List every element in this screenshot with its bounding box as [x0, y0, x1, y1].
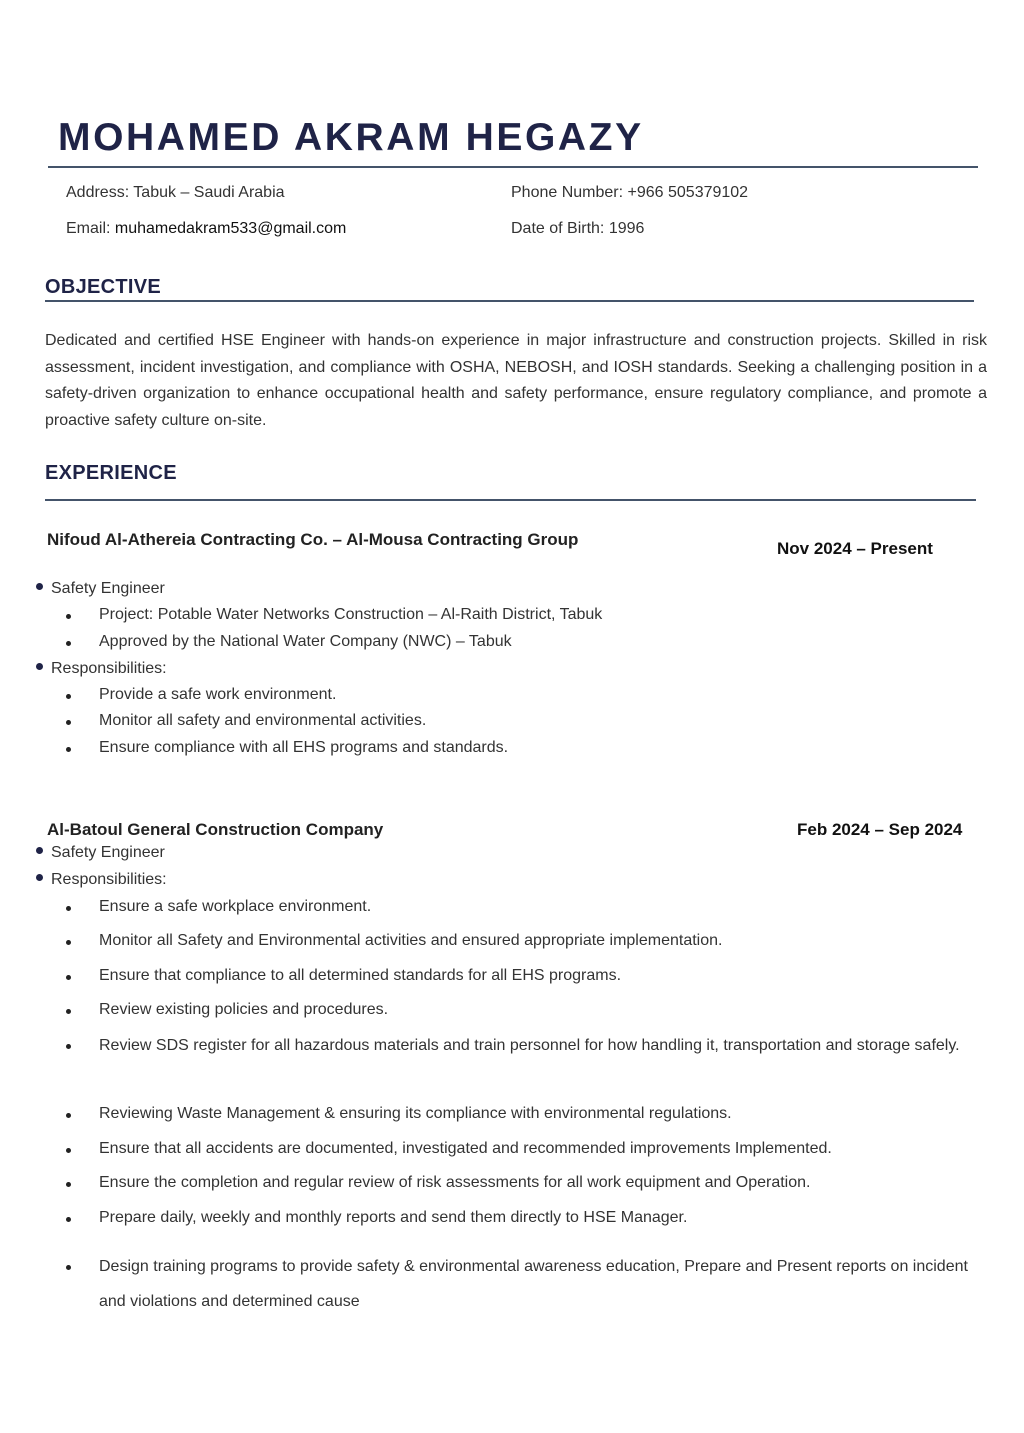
bullet-icon: [66, 641, 71, 646]
bullet-icon: [66, 1148, 71, 1153]
bullet-icon: [36, 663, 43, 670]
date-of-birth: Date of Birth: 1996: [511, 220, 645, 237]
email: [66, 220, 346, 238]
list-item: Ensure compliance with all EHS programs and standards.: [66, 739, 981, 757]
list-item: Ensure that compliance to all determined standards for all EHS programs.: [66, 967, 981, 985]
list-item: Review SDS register for all hazardous materials and train personnel for how handling it, transportation and storage safely.: [66, 1028, 981, 1063]
list-item: Design training programs to provide safety & environmental awareness education, Prepare and Present reports on incident and violations and determined cause: [66, 1249, 981, 1319]
bullet-icon: [66, 1182, 71, 1187]
list-item: Ensure a safe workplace environment.: [66, 898, 981, 916]
bullet-icon: [66, 1265, 71, 1270]
bullet-icon: [66, 1113, 71, 1118]
responsibilities-label: Responsibilities:: [36, 871, 167, 889]
address: Address: Tabuk – Saudi Arabia: [66, 184, 285, 201]
bullet-icon: [66, 614, 71, 619]
objective-divider: [45, 300, 974, 302]
list-item: Ensure the completion and regular review of risk assessments for all work equipment and Operation.: [66, 1174, 981, 1192]
bullet-icon: [66, 747, 71, 752]
bullet-icon: [36, 847, 43, 854]
experience-divider: [45, 499, 976, 501]
job-role: Safety Engineer: [36, 580, 165, 598]
job-dates: Feb 2024 – Sep 2024: [797, 820, 963, 839]
bullet-icon: [66, 1217, 71, 1222]
bullet-icon: [36, 583, 43, 590]
bullet-icon: [66, 1044, 71, 1049]
email-label: Email:: [66, 220, 115, 237]
bullet-icon: [66, 906, 71, 911]
list-item: Ensure that all accidents are documented, investigated and recommended improvements Implemented.: [66, 1140, 981, 1158]
job-company: Al-Batoul General Construction Company: [47, 820, 384, 839]
responsibilities-label: Responsibilities:: [36, 660, 167, 678]
list-item: Provide a safe work environment.: [66, 686, 981, 704]
candidate-name: MOHAMED AKRAM HEGAZY: [58, 116, 644, 159]
phone-number: Phone Number: +966 505379102: [511, 184, 749, 201]
job-dates: Nov 2024 – Present: [777, 539, 933, 558]
bullet-icon: [66, 975, 71, 980]
bullet-icon: [66, 720, 71, 725]
list-item: Monitor all Safety and Environmental activities and ensured appropriate implementation.: [66, 932, 981, 950]
bullet-icon: [66, 940, 71, 945]
list-item: Review existing policies and procedures.: [66, 1001, 981, 1019]
email-address[interactable]: muhamedakram533@gmail.com: [114, 220, 347, 237]
list-item: Monitor all safety and environmental activities.: [66, 712, 981, 730]
list-item: Approved by the National Water Company (NWC) – Tabuk: [66, 633, 981, 651]
experience-heading: EXPERIENCE: [45, 462, 177, 484]
bullet-icon: [66, 694, 71, 699]
bullet-icon: [66, 1009, 71, 1014]
list-item: Reviewing Waste Management & ensuring its compliance with environmental regulations.: [66, 1105, 981, 1123]
objective-text: Dedicated and certified HSE Engineer with hands-on experience in major infrastructure and construction projects. Skilled in risk assessment, incident investigation, and compliance with OSHA, NEBOSH, and IOSH standards. Seeking a challenging position in a safety-driven organization to enhance occupational health and safety performance, ensure regulatory compliance, and promote a proactive safety culture on-site.: [45, 332, 987, 429]
job-role: Safety Engineer: [36, 844, 165, 862]
list-item: Project: Potable Water Networks Construction – Al-Raith District, Tabuk: [66, 606, 981, 624]
header-divider: [48, 166, 978, 168]
job-company: Nifoud Al-Athereia Contracting Co. – Al-Mousa Contracting Group: [47, 530, 579, 549]
list-item: Prepare daily, weekly and monthly reports and send them directly to HSE Manager.: [66, 1209, 981, 1227]
bullet-icon: [36, 874, 43, 881]
objective-heading: OBJECTIVE: [45, 276, 162, 298]
